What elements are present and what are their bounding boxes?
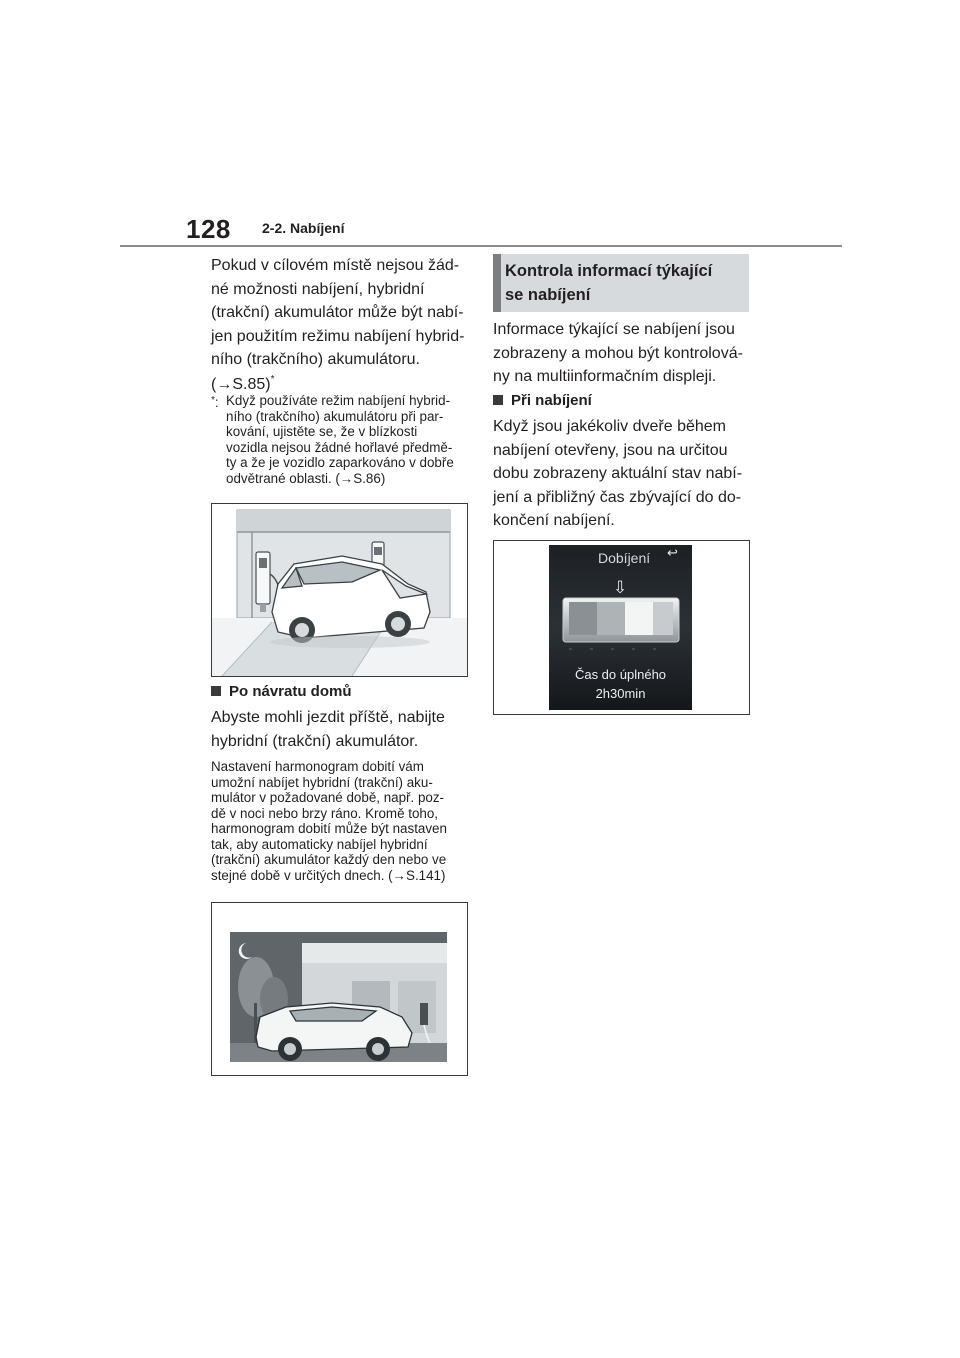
text-line: končení nabíjení. [493,512,615,529]
text-line: zobrazeny a mohou být kontrolová- [493,344,743,362]
text-line: Pokud v cílovém místě nejsou žád- [211,257,460,274]
text-line: ního (trakčního) akumulátoru. [211,351,420,368]
text-line: ního (trakčního) akumulátoru při par- [226,408,444,424]
header-divider [120,245,842,247]
intro-paragraph [211,254,469,372]
page-number: 128 [186,214,231,244]
text-line: Když používáte režim nabíjení hybrid- [226,393,451,408]
display-time: 2h30min [595,686,646,701]
footnote-marker: * [270,374,275,385]
text-line: ny na multiinformačním displeji. [493,368,717,385]
footnote [211,393,467,486]
bullet-square-icon [493,395,503,405]
text-line: mulátor v požadované době, např. poz- [211,790,444,805]
text-line: Nastavení harmonogram dobití vám [211,759,424,774]
text-line: vozidla nejsou žádné hořlavé předmě- [226,439,453,455]
text-line: Abyste mohli jezdit příště, nabijte [211,709,445,726]
schedule-note [211,759,469,883]
multi-info-display-figure [493,540,750,715]
display-title: Dobíjení [598,550,651,566]
return-arrow-icon[interactable]: ↩ [667,545,678,560]
text-line: (trakční) akumulátor může být nabí- [211,304,464,321]
heading-line: se nabíjení [505,286,591,304]
charging-paragraph [493,415,751,533]
text-line: dobu zobrazeny aktuální stav nabí- [493,465,743,482]
reference-link[interactable]: (→S.85) [211,376,271,393]
text-line: harmonogram dobití může být nastaven [211,821,447,836]
text-line: né možnosti nabíjení, hybridní [211,280,425,298]
text-line: dě v noci nebo brzy ráno. Kromě toho, [211,805,439,821]
text-line: Když jsou jakékoliv dveře během [493,418,727,435]
text-line: ty a že je vozidlo zaparkováno v dobře [226,455,454,470]
section-title: 2-2. Nabíjení [262,220,345,236]
display-label: Čas do úplného [574,667,667,682]
heading-line: Kontrola informací týkající [505,262,713,280]
text-line: tak, aby automaticky nabíjel hybridní [211,836,428,852]
info-paragraph [493,318,751,389]
text-line: jení a přibližný čas zbývající do do- [493,488,742,506]
subheading-after-return: Po návratu domů [211,683,352,700]
after-return-paragraph [211,706,469,753]
subheading-while-charging: Při nabíjení [493,392,592,409]
bullet-square-icon [211,686,221,696]
text-line: (trakční) akumulátor každý den nebo ve [211,852,447,867]
down-arrow-icon: ⇩ [613,578,628,597]
text-line: hybridní (trakční) akumulátor. [211,732,419,750]
text-line: odvětrané oblasti. (→S.86) [226,470,386,486]
text-line: Informace týkající se nabíjení jsou [493,321,735,338]
footnote-text [211,393,467,486]
night-home-charging-illustration [211,902,468,1076]
heading-accent-bar [493,254,501,312]
text-line: umožní nabíjet hybridní (trakční) aku- [211,774,433,790]
footnote-mark: *: [211,395,219,410]
text-line: stejné době v určitých dnech. (→S.141) [211,867,446,883]
text-line: kování, ujistěte se, že v blízkosti [226,424,418,439]
section-heading-box [493,254,749,312]
garage-charging-illustration [211,503,468,677]
text-line: nabíjení otevřeny, jsou na určitou [493,441,728,459]
section-heading [505,259,743,307]
text-line: jen použitím režimu nabíjení hybrid- [211,327,465,345]
